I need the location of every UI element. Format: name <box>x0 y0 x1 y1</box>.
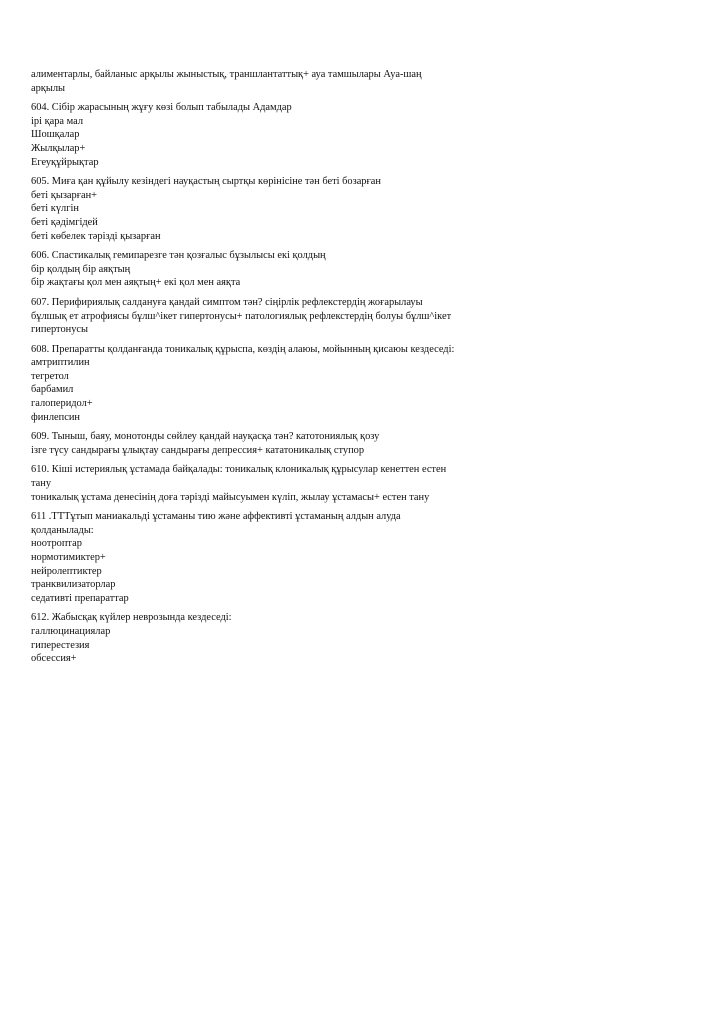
question-line: 606. Спастикалық гемипарезге тән қозғалыс бұзылысы екі қолдың <box>31 250 326 262</box>
answer-line: бір қолдың бір аяқтың <box>31 263 131 275</box>
question-block <box>31 611 501 665</box>
question-block <box>31 463 501 504</box>
question-block <box>31 249 501 290</box>
answer-line: финлепсин <box>31 411 80 423</box>
answer-line: обсессия+ <box>31 653 77 665</box>
answer-line: галлюцинациялар <box>31 625 111 637</box>
question-line: 611 .ТТТұтып маниакальді ұстаманы тию және аффективті ұстаманың алдын алуда <box>31 511 401 523</box>
answer-line: нормотимиктер+ <box>31 552 106 563</box>
answer-line: гиперестезия <box>31 639 90 651</box>
answer-line: барбамил <box>31 384 74 396</box>
answer-continuation <box>31 68 501 95</box>
answer-line: Шошқалар <box>31 129 80 141</box>
question-line: 604. Сібір жарасының жұғу көзі болып табылады Адамдар <box>31 102 292 114</box>
answer-line: бұлшық ет атрофиясы бұлш^ікет гипертонусы+ патологиялық рефлекстердің болуы бұлш^ікет <box>31 310 452 322</box>
answer-line: Егеуқұйрықтар <box>31 156 99 168</box>
answer-line: ізге түсу сандырағы ұлықтау сандырағы депрессия+ кататоникалық ступор <box>31 444 365 456</box>
question-block <box>31 175 501 243</box>
answer-line: галоперидол+ <box>31 398 93 410</box>
answer-line: ірі қара мал <box>31 115 84 127</box>
answer-line: транквилизаторлар <box>31 579 116 591</box>
question-block <box>31 430 501 457</box>
question-line: алиментарлы, байланыс арқылы жыныстық, траншлантаттық+ ауа тамшылары Ауа-шаң <box>31 69 422 80</box>
question-block <box>31 510 501 605</box>
question-line: 605. Миға қан құйылу кезіндегі науқастың сыртқы көрінісіне тән беті бозарған <box>31 176 381 188</box>
question-line: 610. Кіші истериялық ұстамада байқалады: тоникалық клоникалық құрысулар кенеттен естен <box>31 464 447 476</box>
question-line: 607. Перифириялық салдануға қандай симптом тән? сіңірлік рефлекстердің жоғарылауы <box>31 296 423 308</box>
answer-line: бір жақтағы қол мен аяқтың+ екі қол мен аяқта <box>31 277 241 289</box>
answer-line: нейролептиктер <box>31 565 102 577</box>
answer-line: беті көбелек тәрізді қызарған <box>31 230 161 242</box>
question-line: 609. Тыныш, баяу, монотонды сөйлеу қандай науқасқа тән? катотониялық қозу <box>31 431 380 443</box>
answer-line: седативті препараттар <box>31 592 129 604</box>
answer-line: гипертонусы <box>31 324 89 336</box>
document-page <box>31 68 501 672</box>
answer-line: беті күлгін <box>31 203 79 215</box>
answer-line: амтриптилин <box>31 357 90 369</box>
answer-line: арқылы <box>31 82 66 94</box>
question-block <box>31 296 501 337</box>
answer-line: беті қәдімгідей <box>31 216 98 228</box>
answer-line: тоникалық ұстама денесінің доға тәрізді майысуымен күліп, жылау ұстамасы+ естен тану <box>31 491 430 503</box>
answer-line: Жылқылар+ <box>31 142 86 154</box>
question-block <box>31 101 501 169</box>
answer-line: ноотроптар <box>31 538 82 550</box>
question-block <box>31 343 501 425</box>
question-line: 608. Препаратты қолданғанда тоникалық құрыспа, көздің алаюы, мойынның қисаюы кездеседі: <box>31 343 455 355</box>
answer-line: қолданылады: <box>31 524 94 536</box>
answer-line: тегретол <box>31 370 69 382</box>
answer-line: тану <box>31 478 52 490</box>
answer-line: беті қызарған+ <box>31 189 98 201</box>
question-line: 612. Жабысқақ күйлер неврозында кездеседі: <box>31 612 232 624</box>
